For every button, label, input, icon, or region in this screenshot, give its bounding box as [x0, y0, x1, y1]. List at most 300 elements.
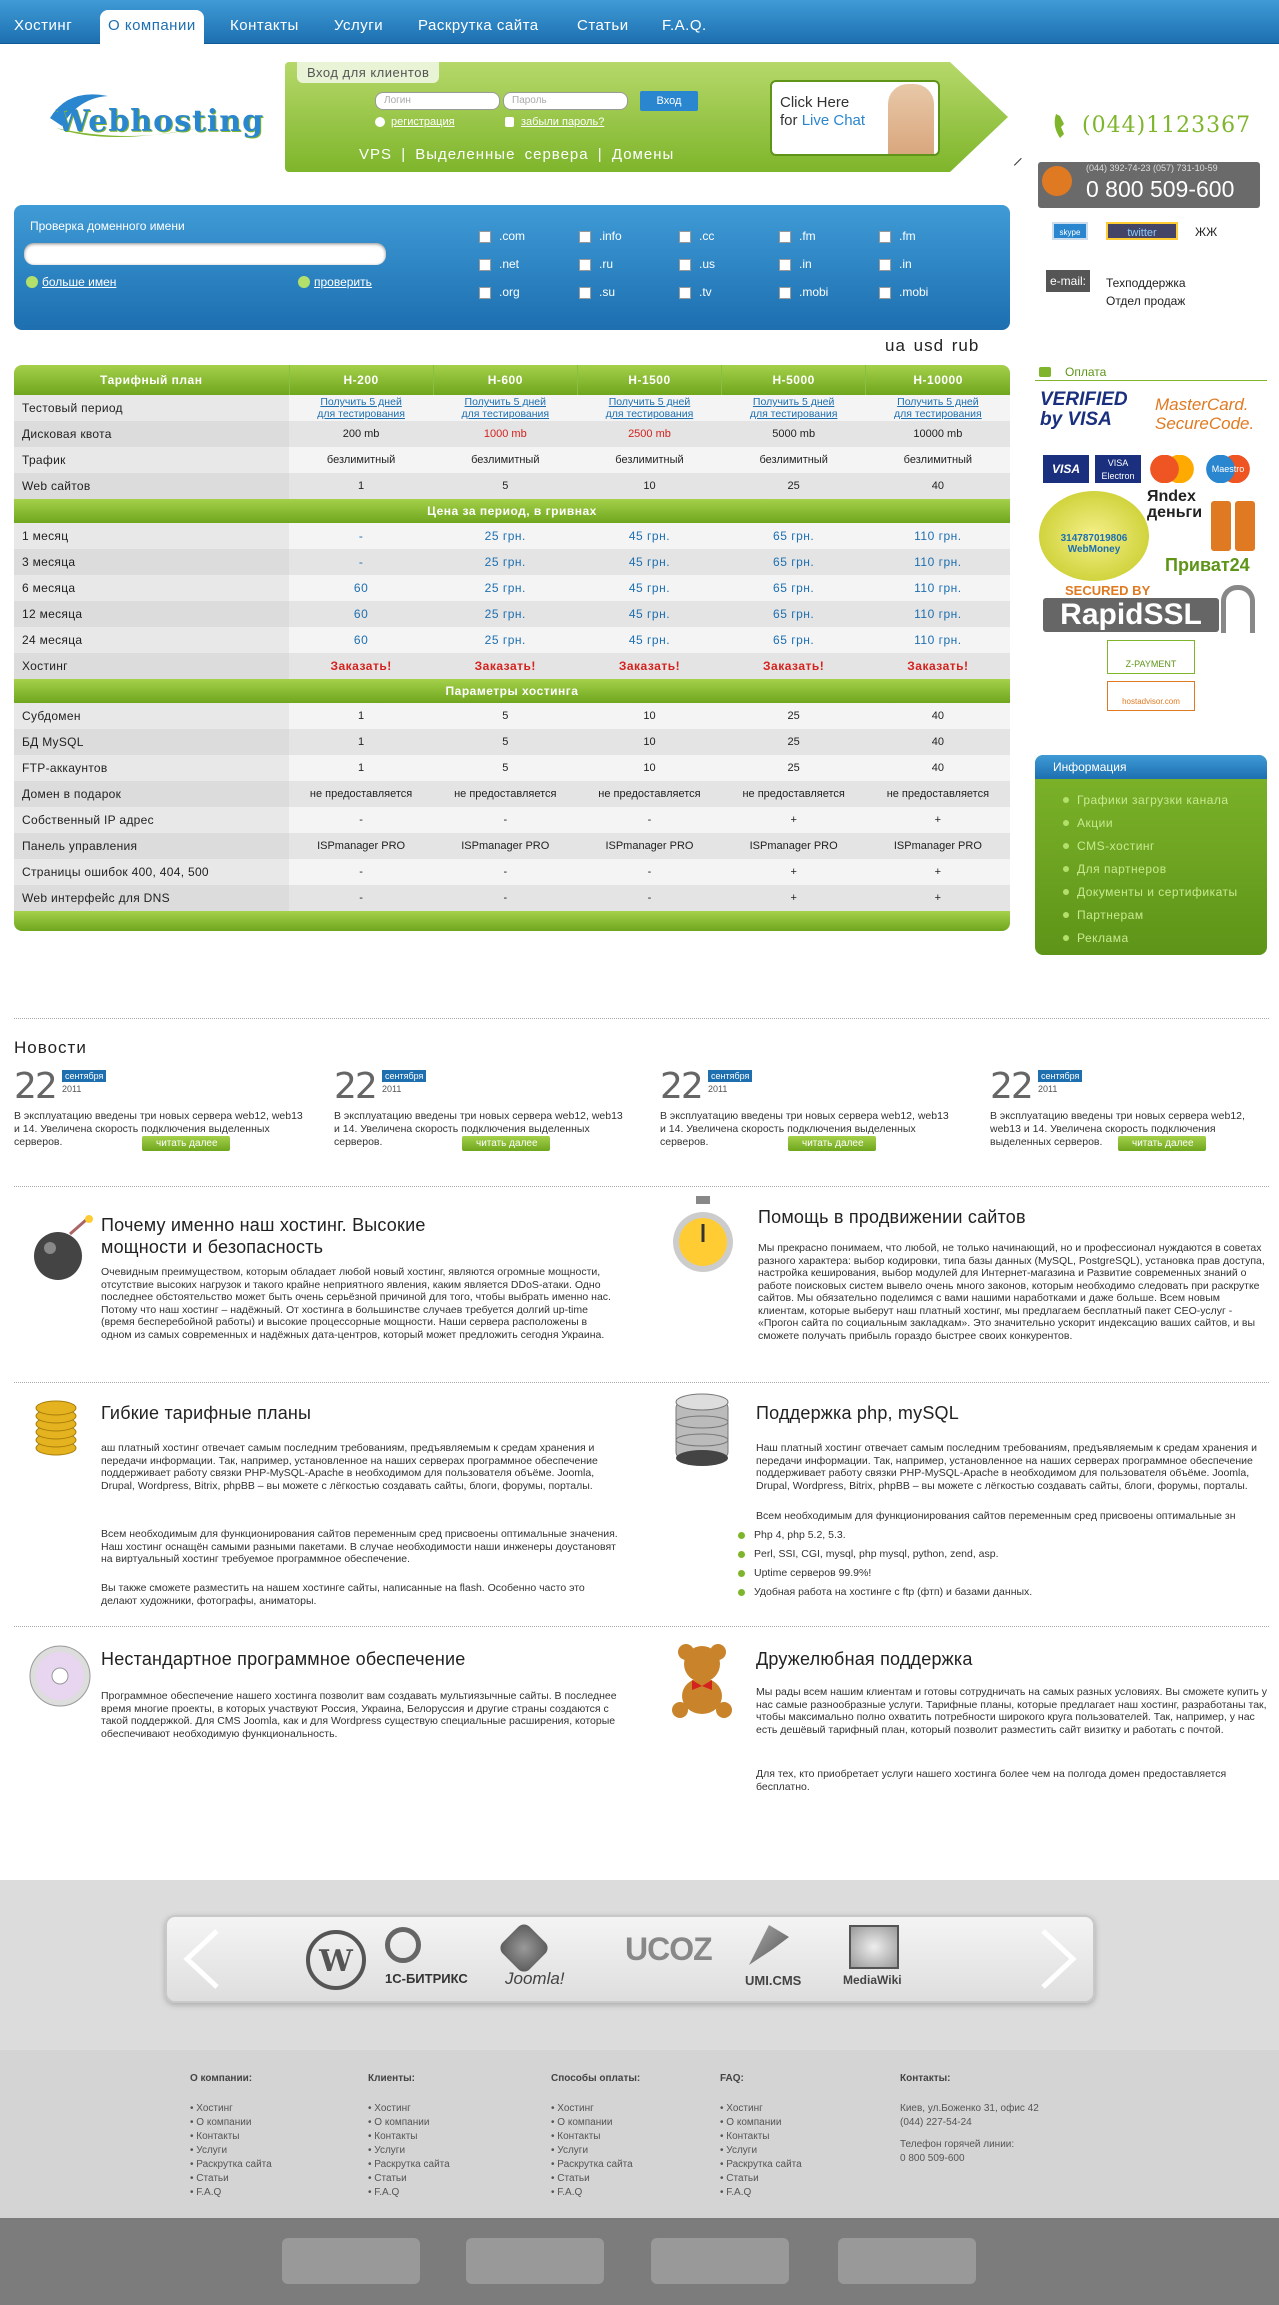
vps-link[interactable]: VPS [359, 146, 393, 163]
domain-zone-checkbox[interactable]: .tv [679, 285, 712, 299]
table-cell: безлимитный [722, 447, 866, 473]
table-cell: + [866, 859, 1010, 885]
table-cell [433, 653, 577, 679]
test-period-link[interactable]: Получить 5 дней для тестирования [461, 396, 550, 420]
checkbox-icon[interactable] [879, 259, 891, 271]
footer-link[interactable]: • Раскрутка сайта [368, 2159, 450, 2170]
padlock-icon [1221, 585, 1255, 633]
read-more-button[interactable]: читать далее [462, 1136, 550, 1151]
table-cell: 10 [577, 703, 721, 729]
news-day: 22 [334, 1066, 376, 1107]
footer-link[interactable]: • Раскрутка сайта [190, 2159, 272, 2170]
test-period-link[interactable]: Получить 5 дней для тестирования [749, 396, 838, 420]
table-cell: - [577, 807, 721, 833]
verified-by-visa-logo: VERIFIED by VISA [1040, 389, 1128, 430]
news-item [990, 1066, 1279, 1166]
news-month: сентября [708, 1070, 752, 1082]
info-menu-item[interactable]: Для партнеров [1077, 862, 1167, 876]
table-row [14, 755, 1010, 781]
info-menu-item[interactable]: Партнерам [1077, 908, 1144, 922]
footer-column-title: FAQ: [720, 2073, 744, 2084]
footer-contacts: Контакты: Киев, ул.Боженко 31, офис 42 (044) 227-54-24 Телефон горячей линии: 0 800 509-600 [900, 2073, 1039, 2164]
row-label: Страницы ошибок 400, 404, 500 [14, 859, 289, 885]
cms-carousel [165, 1915, 1095, 2003]
nav-faq[interactable]: F.A.Q. [662, 17, 707, 34]
section-row: Цена за период, в гривнах [14, 499, 1010, 523]
table-cell: безлимитный [577, 447, 721, 473]
checkbox-icon[interactable] [679, 231, 691, 243]
info-menu-item[interactable]: Акции [1077, 816, 1114, 830]
footer-link[interactable]: • Контакты [551, 2131, 601, 2142]
news-item [334, 1066, 634, 1166]
table-footer [14, 911, 1010, 931]
table-cell: 25 грн. [433, 601, 577, 627]
bitrix-logo[interactable]: 1С-БИТРИКС [385, 1971, 468, 1986]
chat-box[interactable] [770, 80, 940, 156]
site-logo[interactable] [48, 88, 265, 148]
footer-column [551, 2072, 640, 2200]
table-cell: 110 грн. [866, 601, 1010, 627]
visa-logo: VISA [1043, 455, 1089, 483]
table-row [14, 395, 1010, 421]
footer-address: Киев, ул.Боженко 31, офис 42 [900, 2103, 1039, 2114]
feature-bullet: Php 4, php 5.2, 5.3. [738, 1526, 1198, 1545]
news-item [660, 1066, 960, 1166]
table-row [14, 653, 1010, 679]
tariff-table [14, 365, 1010, 931]
footer-link[interactable]: • F.A.Q [720, 2187, 752, 2198]
top-navigation [0, 0, 1279, 44]
support-operator-icon [888, 84, 934, 154]
feature-support-text: Мы рады всем нашим клиентам и готовы сотрудничать на самых разных условиях. Вы сможете купить у нас самые разнообразные услуги. Тарифные планы, которые предлагает наш хостинг, разработаны так, чтобы максимально полно охватить потребности широкого круга пользователей. Так, например, у нас есть дешёвый тарифный план, который позволит разместить сайт визитку и работать с почтой. [756, 1686, 1268, 1736]
news-text: В эксплуатацию введены три новых сервера web12, web13 и 14. Увеличена скорость подключения выделенных серверов. [14, 1110, 303, 1148]
read-more-button[interactable]: читать далее [788, 1136, 876, 1151]
more-names-link[interactable]: больше имен [26, 275, 116, 289]
footer-badge [282, 2238, 420, 2284]
row-label: FTP-аккаунтов [14, 755, 289, 781]
table-cell: - [433, 885, 577, 911]
news-day: 22 [990, 1066, 1032, 1107]
password-input[interactable]: Пароль [503, 92, 628, 110]
footer-link[interactable]: • Хостинг [720, 2103, 763, 2114]
order-button[interactable]: Заказать! [907, 659, 969, 673]
mastercard-logo [1147, 455, 1197, 483]
table-cell: 25 грн. [433, 575, 577, 601]
checkbox-icon[interactable] [579, 231, 591, 243]
nav-services[interactable]: Услуги [334, 17, 384, 34]
teddy-bear-icon [668, 1640, 738, 1720]
footer [0, 2050, 1279, 2220]
bottom-bar [0, 2218, 1279, 2305]
lock-icon [505, 117, 514, 127]
feature-php-text: Наш платный хостинг отвечает самым последним требованиям, предъявляемым к средам хранения и передачи информации. Так, например, установленное на наших серверах программное обеспечение поддерживает работу связки PHP-MySQL-Apache в необходимом для пользователя объёме. Joomla, Drupal, Wordpress, Bitrix, phpBB – вы можете с лёгкостью создавать сайты, блоги, форумы, порталы. [756, 1442, 1257, 1492]
footer-link[interactable]: • Услуги [551, 2145, 589, 2156]
nav-articles[interactable]: Статьи [577, 17, 629, 34]
row-label: 12 месяца [14, 601, 289, 627]
table-row [14, 729, 1010, 755]
wordpress-logo-icon[interactable] [305, 1929, 367, 1991]
yandex-money-logo: Яndex деньги [1147, 488, 1203, 521]
read-more-button[interactable]: читать далее [142, 1136, 230, 1151]
footer-link[interactable]: • Статьи [368, 2173, 407, 2184]
table-cell: ISPmanager PRO [866, 833, 1010, 859]
domain-zone-checkbox[interactable]: .com [479, 229, 525, 243]
footer-badge [651, 2238, 789, 2284]
info-menu-item[interactable]: Графики загрузки канала [1077, 793, 1229, 807]
feature-bullet: Perl, SSI, CGI, mysql, php mysql, python, zend, asp. [738, 1545, 1198, 1564]
footer-column-title: Клиенты: [368, 2073, 415, 2084]
footer-hotline-title: Телефон горячей линии: [900, 2139, 1015, 2150]
table-cell: - [433, 859, 577, 885]
read-more-button[interactable]: читать далее [1118, 1136, 1206, 1151]
footer-badge [838, 2238, 976, 2284]
mediawiki-logo[interactable]: MediaWiki [843, 1973, 902, 1987]
sales-email[interactable]: Отдел продаж [1106, 294, 1186, 308]
feature-promotion [668, 1196, 1268, 1376]
carousel-prev-icon[interactable] [181, 1929, 221, 1989]
checkbox-icon[interactable] [879, 287, 891, 299]
table-row [14, 781, 1010, 807]
row-label: Домен в подарок [14, 781, 289, 807]
checkbox-icon[interactable] [679, 259, 691, 271]
login-panel [285, 62, 745, 172]
domain-zone-checkbox[interactable]: .us [679, 257, 715, 271]
table-row [14, 833, 1010, 859]
plan-name: H-5000 [722, 365, 866, 395]
table-row [14, 473, 1010, 499]
row-label: 1 месяц [14, 523, 289, 549]
maestro-logo: Maestro [1203, 455, 1253, 483]
domain-zone-checkbox[interactable]: .mobi [779, 285, 828, 299]
table-cell [866, 653, 1010, 679]
table-cell [577, 395, 721, 421]
feature-software [26, 1640, 616, 1770]
order-button[interactable]: Заказать! [618, 659, 681, 673]
table-cell: 40 [866, 755, 1010, 781]
table-cell: - [289, 549, 433, 575]
table-cell: не предоставляется [722, 781, 866, 807]
table-cell: 65 грн. [722, 575, 866, 601]
table-row [14, 601, 1010, 627]
table-cell: 25 [722, 703, 866, 729]
table-cell: не предоставляется [289, 781, 433, 807]
domain-zone-checkbox[interactable]: .in [879, 257, 912, 271]
register-link[interactable]: регистрация [375, 116, 455, 128]
domain-input[interactable] [24, 243, 386, 265]
bomb-icon [26, 1214, 96, 1284]
table-row [14, 703, 1010, 729]
table-cell: 5000 mb [722, 421, 866, 447]
small-phones: (044) 392-74-23 (057) 731-10-59 [1086, 163, 1218, 173]
feature-support-title: Дружелюбная поддержка [756, 1649, 973, 1669]
table-cell: 5 [433, 729, 577, 755]
feature-power-title: Почему именно наш хостинг. Высокие мощности и безопасность [101, 1215, 426, 1257]
separator [14, 1382, 1269, 1383]
nav-contacts[interactable]: Контакты [230, 17, 299, 34]
phone-icon [1052, 112, 1072, 140]
info-menu-item[interactable]: CMS-хостинг [1077, 839, 1155, 853]
table-cell: ISPmanager PRO [433, 833, 577, 859]
feature-plans-title: Гибкие тарифные планы [101, 1403, 312, 1423]
main-phone: (044)1123367 [1082, 113, 1252, 138]
cd-disc-icon [26, 1642, 96, 1712]
news-month: сентября [62, 1070, 106, 1082]
table-cell: 60 [289, 575, 433, 601]
ucoz-logo[interactable]: UCOZ [625, 1931, 712, 1967]
domain-zone-checkbox[interactable]: .net [479, 257, 519, 271]
table-cell: не предоставляется [433, 781, 577, 807]
skype-button[interactable]: skype [1052, 222, 1088, 240]
feature-promotion-text: Мы прекрасно понимаем, что любой, не только начинающий, но и профессионал нуждаются в советах разного характера: выбор кодировки, типа базы данных (MySQL, PostgreSQL), установка прав доступа, настройка кеширования, выбор модулей для Интернет-магазина и Развитие современных знаний о работе поисковых систем вывело очень много законов, которым необходимо следовать при раскрутке сайтов. Мы обязательно поделимся с вами нашими наработками и даже больше. Всем новым клиентам, которые выберут наш платный хостинг, мы предлагаем бесплатный пакет CEO-услуг - «Прогон сайта по социальным закладкам». Это значительно ускорит индексацию ваших сайтов, и вы сможете получать прибыль гораздо быстрее своих конкурентов. [758, 1242, 1265, 1342]
mediawiki-logo-icon [849, 1925, 899, 1969]
checkbox-icon[interactable] [879, 231, 891, 243]
twitter-button[interactable]: twitter [1106, 222, 1178, 240]
test-period-link[interactable]: Получить 5 дней для тестирования [317, 396, 405, 420]
footer-link[interactable]: • Услуги [368, 2145, 406, 2156]
table-cell: 25 грн. [433, 549, 577, 575]
table-cell: безлимитный [433, 447, 577, 473]
row-label: Субдомен [14, 703, 289, 729]
table-cell: 2500 mb [577, 421, 721, 447]
table-cell: ISPmanager PRO [722, 833, 866, 859]
joomla-logo[interactable]: Joomla! [505, 1969, 565, 1988]
info-menu-item[interactable]: Реклама [1077, 931, 1129, 945]
table-cell: 40 [866, 703, 1010, 729]
checkbox-icon[interactable] [779, 231, 791, 243]
footer-link[interactable]: • Раскрутка сайта [720, 2159, 802, 2170]
table-cell: 5 [433, 703, 577, 729]
table-cell: - [577, 885, 721, 911]
footer-link[interactable]: • Раскрутка сайта [551, 2159, 633, 2170]
login-input[interactable]: Логин [375, 92, 500, 110]
news-text: В эксплуатацию введены три новых сервера web12, web13 и 14. Увеличена скорость подключения выделенных серверов. [334, 1110, 623, 1148]
news-year: 2011 [1038, 1084, 1058, 1094]
order-button[interactable]: Заказать! [763, 659, 825, 673]
umi-cms-logo[interactable]: UMI.CMS [745, 1973, 802, 1988]
row-label: Панель управления [14, 833, 289, 859]
plan-name: H-200 [289, 365, 433, 395]
table-cell: 110 грн. [866, 549, 1010, 575]
news-month: сентября [382, 1070, 426, 1082]
checkbox-icon[interactable] [779, 259, 791, 271]
checkbox-icon[interactable] [779, 287, 791, 299]
news-month: сентября [1038, 1070, 1082, 1082]
checkbox-icon[interactable] [679, 287, 691, 299]
table-cell: 45 грн. [577, 523, 721, 549]
chat-line2: for Live Chat [780, 112, 866, 129]
table-cell [866, 395, 1010, 421]
hotline-number: 0 800 509-600 [1086, 176, 1235, 202]
checkbox-icon[interactable] [479, 259, 491, 271]
domain-zone-checkbox[interactable]: .ru [579, 257, 613, 271]
test-period-link[interactable]: Получить 5 дней для тестирования [605, 396, 694, 420]
login-button[interactable]: Вход [640, 91, 698, 111]
currency-switch[interactable]: ua usd rub [885, 336, 980, 355]
table-cell: 65 грн. [722, 601, 866, 627]
rapidssl-logo: RapidSSL [1043, 598, 1219, 632]
table-cell: 1000 mb [433, 421, 577, 447]
table-cell: 45 грн. [577, 549, 721, 575]
checkbox-icon[interactable] [479, 231, 491, 243]
domain-zone-checkbox[interactable]: .in [779, 257, 812, 271]
footer-link[interactable]: • Контакты [190, 2131, 240, 2142]
support-email[interactable]: Техподдержка [1106, 276, 1186, 290]
footer-link[interactable]: • Статьи [720, 2173, 759, 2184]
news-year: 2011 [382, 1084, 402, 1094]
table-cell: 25 [722, 755, 866, 781]
table-cell: 110 грн. [866, 523, 1010, 549]
news-text: В эксплуатацию введены три новых сервера web12, web13 и 14. Увеличена скорость подключения выделенных серверов. [990, 1110, 1245, 1148]
checkbox-icon[interactable] [479, 287, 491, 299]
footer-link[interactable]: • F.A.Q [368, 2187, 400, 2198]
table-cell: 1 [289, 729, 433, 755]
table-cell: 1 [289, 473, 433, 499]
payment-title: Оплата [1065, 365, 1107, 379]
table-cell: - [289, 807, 433, 833]
section-row: Параметры хостинга [14, 679, 1010, 703]
domain-check-title: Проверка доменного имени [30, 219, 185, 233]
table-cell: 65 грн. [722, 627, 866, 653]
nav-promotion[interactable]: Раскрутка сайта [418, 17, 539, 34]
table-cell: 25 грн. [433, 523, 577, 549]
terminal-icon [1211, 501, 1231, 551]
row-label: БД MySQL [14, 729, 289, 755]
domain-zone-checkbox[interactable]: .fm [879, 229, 916, 243]
footer-column [368, 2072, 450, 2200]
nav-about[interactable]: О компании [100, 10, 204, 44]
table-cell: + [722, 885, 866, 911]
livejournal-link[interactable]: ЖЖ [1195, 225, 1218, 239]
checkbox-icon[interactable] [579, 259, 591, 271]
footer-badge [466, 2238, 604, 2284]
hotline-box [1038, 162, 1260, 208]
table-cell [289, 653, 433, 679]
feature-support-text2: Для тех, кто приобретает услуги нашего хостинга более чем на полгода домен предоставляется бесплатно. [756, 1768, 1227, 1793]
plus-icon [26, 276, 38, 288]
feature-plans [26, 1392, 616, 1622]
terminal-icon [1235, 501, 1255, 551]
footer-link[interactable]: • Услуги [720, 2145, 758, 2156]
domain-zone-checkbox[interactable]: .org [479, 285, 520, 299]
feature-software-title: Нестандартное программное обеспечение [101, 1649, 466, 1669]
news-title: Новости [14, 1038, 87, 1057]
footer-column-title: Способы оплаты: [551, 2073, 641, 2084]
footer-link[interactable]: • Статьи [551, 2173, 590, 2184]
row-label: Web сайтов [14, 473, 289, 499]
register-icon [375, 117, 385, 127]
test-period-link[interactable]: Получить 5 дней для тестирования [894, 396, 982, 420]
news-text: В эксплуатацию введены три новых сервера web12, web13 и 14. Увеличена скорость подключения выделенных серверов. [660, 1110, 949, 1148]
checkbox-icon[interactable] [579, 287, 591, 299]
table-cell [433, 395, 577, 421]
domain-zone-checkbox[interactable]: .mobi [879, 285, 928, 299]
info-menu-item[interactable]: Документы и сертификаты [1077, 885, 1238, 899]
table-row [14, 885, 1010, 911]
wallet-icon [1039, 367, 1051, 377]
check-domain-button[interactable]: проверить [298, 275, 372, 289]
plan-name: H-600 [433, 365, 577, 395]
footer-phone: (044) 227-54-24 [900, 2117, 972, 2128]
row-label: Web интерфейс для DNS [14, 885, 289, 911]
live-chat-panel[interactable] [740, 62, 980, 172]
domain-zone-checkbox[interactable]: .cc [679, 229, 714, 243]
feature-promotion-title: Помощь в продвижении сайтов [758, 1207, 1026, 1227]
table-cell: + [866, 885, 1010, 911]
table-row [14, 627, 1010, 653]
row-label: 24 месяца [14, 627, 289, 653]
footer-link[interactable]: • О компании [720, 2117, 782, 2128]
news-item [14, 1066, 314, 1166]
table-row [14, 575, 1010, 601]
footer-link[interactable]: • F.A.Q [551, 2187, 583, 2198]
footer-link[interactable]: • Статьи [190, 2173, 229, 2184]
z-payment-logo: Z-PAYMENT [1107, 640, 1195, 674]
forgot-password-link[interactable]: забыли пароль? [505, 116, 604, 128]
footer-link[interactable]: • F.A.Q [190, 2187, 222, 2198]
table-cell: не предоставляется [866, 781, 1010, 807]
table-cell: 5 [433, 473, 577, 499]
nav-hosting[interactable]: Хостинг [14, 17, 73, 34]
footer-link[interactable]: • О компании [551, 2117, 613, 2128]
table-cell: не предоставляется [577, 781, 721, 807]
footer-link[interactable]: • Хостинг [551, 2103, 594, 2114]
domains-link[interactable]: Домены [611, 146, 675, 163]
news-year: 2011 [708, 1084, 728, 1094]
table-cell: 110 грн. [866, 575, 1010, 601]
privat24-logo: Приват24 [1165, 555, 1250, 575]
table-cell: 45 грн. [577, 601, 721, 627]
table-cell: 65 грн. [722, 523, 866, 549]
check-icon [298, 276, 310, 288]
plan-name: H-1500 [577, 365, 721, 395]
domain-zone-checkbox[interactable]: .fm [779, 229, 816, 243]
svg-text:W: W [319, 1944, 353, 1979]
separator [14, 1018, 1269, 1019]
joomla-logo-icon [497, 1921, 551, 1975]
domain-zone-checkbox[interactable]: .info [579, 229, 622, 243]
bitrix-logo-icon [385, 1927, 421, 1963]
carousel-next-icon[interactable] [1039, 1929, 1079, 1989]
coins-icon [26, 1392, 96, 1462]
feature-plans-text2: Всем необходимым для функционирования сайтов переменным сред присвоены оптимальные значения. Наш хостинг оснащён самыми разными пакетами. В случае необходимости наши инженеры доустановят на виртуальный хостинг требуемое программное обеспечение. [101, 1528, 618, 1565]
row-label: 3 месяца [14, 549, 289, 575]
table-row [14, 549, 1010, 575]
footer-link[interactable]: • Хостинг [190, 2103, 233, 2114]
separator [14, 1186, 1269, 1187]
footer-link[interactable]: • Контакты [720, 2131, 770, 2142]
separator [14, 1626, 1269, 1627]
hotline-phone-icon [1042, 166, 1072, 196]
table-cell: + [722, 807, 866, 833]
footer-link[interactable]: • Услуги [190, 2145, 228, 2156]
table-cell: - [289, 523, 433, 549]
row-label: 6 месяца [14, 575, 289, 601]
table-cell: - [289, 859, 433, 885]
domain-zone-checkbox[interactable]: .su [579, 285, 615, 299]
dedicated-link[interactable]: Выделенные сервера [415, 146, 589, 163]
order-button[interactable]: Заказать! [330, 659, 392, 673]
footer-link[interactable]: • О компании [190, 2117, 252, 2128]
feature-bullet: Uptime серверов 99.9%! [738, 1564, 1198, 1583]
table-cell: + [866, 807, 1010, 833]
footer-link[interactable]: • О компании [368, 2117, 430, 2128]
order-button[interactable]: Заказать! [474, 659, 536, 673]
footer-link[interactable]: • Хостинг [368, 2103, 411, 2114]
table-cell: - [433, 807, 577, 833]
mastercard-securecode-logo: MasterCard. SecureCode. [1155, 395, 1255, 433]
visa-electron-logo: VISA Electron [1095, 455, 1141, 483]
footer-link[interactable]: • Контакты [368, 2131, 418, 2142]
